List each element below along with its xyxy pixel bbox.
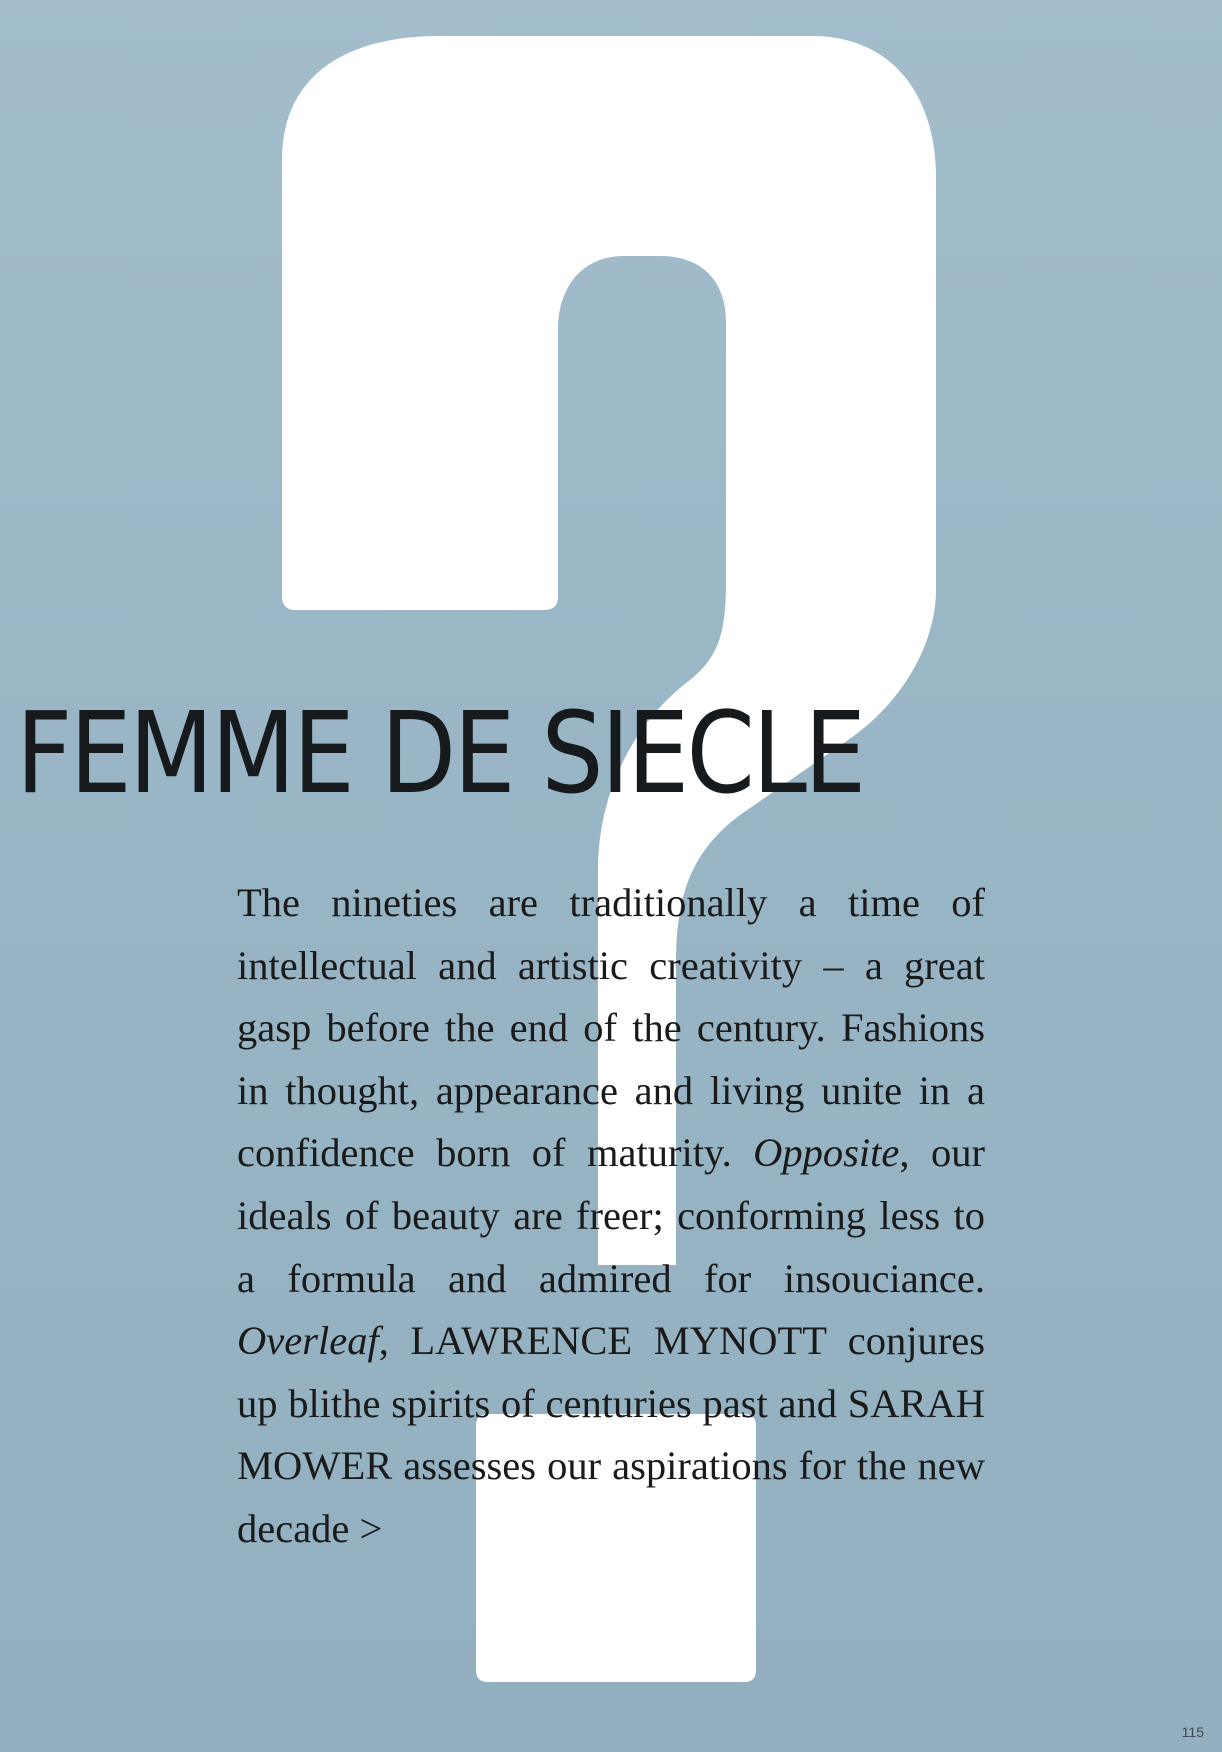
intro-overleaf: Overleaf [237,1318,379,1364]
intro-opposite: Opposite [753,1130,900,1176]
intro-paragraph [237,872,985,1561]
headline: FEMME DE SIECLE [16,689,864,819]
intro-text-3: , LAWRENCE MYNOTT conjures up blithe spirits of centuries past and SARAH MOWER assesses our aspirations for the new decade > [237,1318,985,1551]
intro-text-1: The nineties are traditionally a time of intellectual and artistic creativity – a great gasp before the end of the century. Fashions in thought, appearance and living unite in a confidence born of maturity. [237,880,985,1176]
intro-text-2: , our ideals of beauty are freer; conforming less to a formula and admired for insouciance. [237,1130,985,1301]
page-number: 115 [1181,1724,1204,1740]
